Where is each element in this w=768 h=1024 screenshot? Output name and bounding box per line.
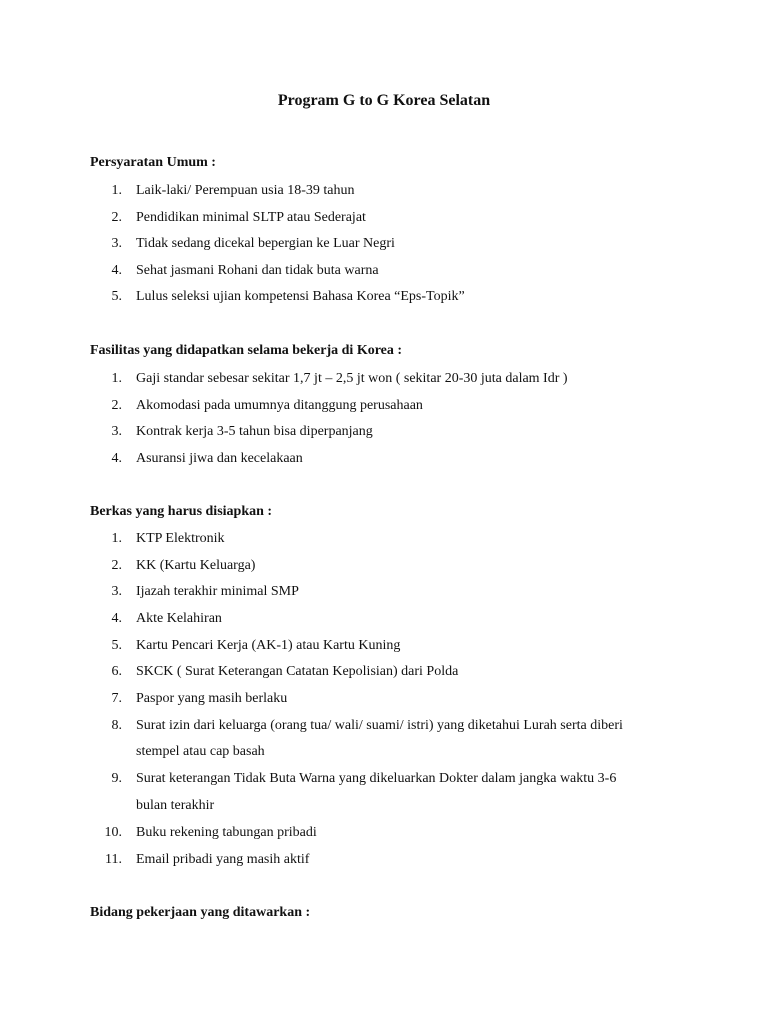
list-text: Email pribadi yang masih aktif bbox=[136, 851, 310, 867]
list-number: 1. bbox=[111, 183, 122, 198]
list-number: 4. bbox=[111, 262, 122, 278]
list-text: Akomodasi pada umumnya ditanggung perusahaan bbox=[136, 397, 423, 413]
list-number: 7. bbox=[111, 691, 122, 706]
list-text: Sehat jasmani Rohani dan tidak buta warna bbox=[136, 262, 379, 278]
list-number: 11. bbox=[105, 851, 122, 867]
list-text: Kartu Pencari Kerja (AK-1) atau Kartu Kuning bbox=[136, 637, 401, 653]
list-text: Surat izin dari keluarga (orang tua/ wali/ suami/ istri) yang diketahui Lurah serta diberi bbox=[136, 717, 623, 733]
list-text: Akte Kelahiran bbox=[136, 611, 222, 626]
list-text: KTP Elektronik bbox=[136, 531, 225, 546]
list-number: 5. bbox=[111, 637, 122, 653]
list-number: 1. bbox=[111, 371, 122, 386]
list-text: Surat keterangan Tidak Buta Warna yang dikeluarkan Dokter dalam jangka waktu 3-6 bbox=[136, 771, 617, 786]
list-number: 5. bbox=[111, 289, 122, 304]
list-text: Tidak sedang dicekal bepergian ke Luar Negri bbox=[136, 236, 395, 251]
list-text: SKCK ( Surat Keterangan Catatan Kepolisian) dari Polda bbox=[136, 664, 459, 679]
list-text: Asuransi jiwa dan kecelakaan bbox=[136, 450, 303, 466]
list-text-continuation: bulan terakhir bbox=[136, 797, 215, 813]
section-heading: Persyaratan Umum : bbox=[90, 155, 216, 170]
list-number: 1. bbox=[111, 531, 122, 546]
section-heading: Fasilitas yang didapatkan selama bekerja di Korea : bbox=[90, 343, 403, 358]
list-text: Paspor yang masih berlaku bbox=[136, 691, 288, 706]
list-number: 10. bbox=[104, 825, 122, 840]
list-number: 9. bbox=[111, 771, 122, 786]
list-text: Buku rekening tabungan pribadi bbox=[136, 825, 317, 840]
list-text: Ijazah terakhir minimal SMP bbox=[136, 584, 299, 599]
list-number: 4. bbox=[111, 611, 122, 626]
list-text: KK (Kartu Keluarga) bbox=[136, 557, 256, 573]
section-heading: Berkas yang harus disiapkan : bbox=[90, 504, 273, 519]
list-number: 2. bbox=[111, 557, 122, 573]
document-title: Program G to G Korea Selatan bbox=[277, 92, 491, 109]
list-text: Kontrak kerja 3-5 tahun bisa diperpanjang bbox=[136, 424, 373, 439]
list-text: Gaji standar sebesar sekitar 1,7 jt – 2,5 jt won ( sekitar 20-30 juta dalam Idr ) bbox=[136, 371, 568, 386]
list-text: Laik-laki/ Perempuan usia 18-39 tahun bbox=[136, 183, 355, 198]
list-text: Lulus seleksi ujian kompetensi Bahasa Korea “Eps-Topik” bbox=[136, 289, 465, 304]
list-number: 3. bbox=[111, 584, 122, 599]
list-number: 2. bbox=[111, 209, 122, 225]
list-number: 3. bbox=[111, 236, 122, 251]
list-text-continuation: stempel atau cap basah bbox=[136, 744, 265, 759]
list-text: Pendidikan minimal SLTP atau Sederajat bbox=[136, 209, 366, 225]
list-number: 6. bbox=[111, 664, 122, 679]
list-number: 8. bbox=[111, 717, 122, 733]
list-number: 4. bbox=[111, 450, 122, 466]
list-number: 3. bbox=[111, 424, 122, 439]
list-number: 2. bbox=[111, 397, 122, 413]
section-heading: Bidang pekerjaan yang ditawarkan : bbox=[90, 905, 311, 920]
